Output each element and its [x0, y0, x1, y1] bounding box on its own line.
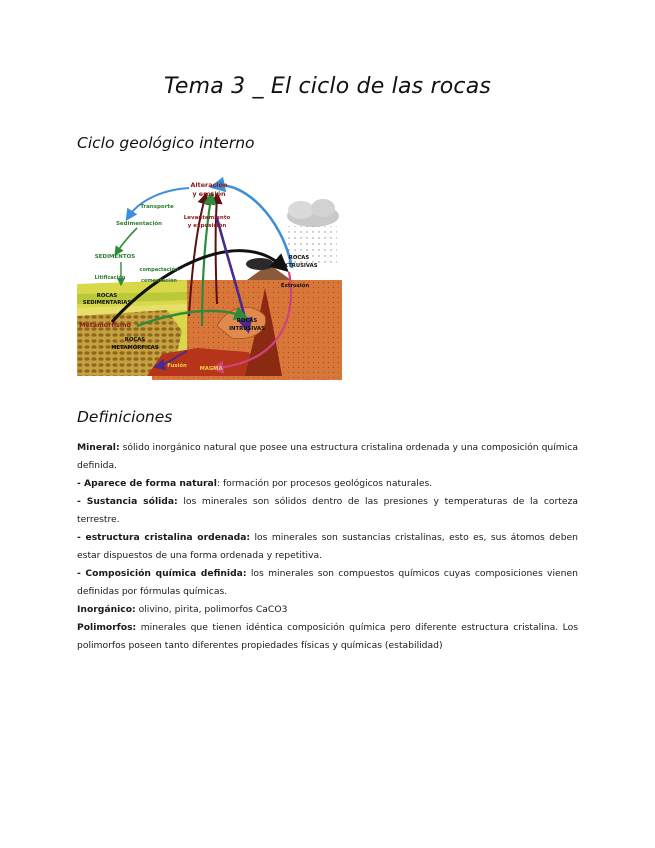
definition-paragraph: [77, 619, 578, 655]
definition-text: los minerales son compuestos químicos cuyas composiciones vienen definidas por fórmulas químicas.: [77, 568, 578, 597]
label-rocas-met-1: ROCAS: [124, 337, 146, 343]
rock-cycle-diagram: [77, 176, 343, 381]
label-sedimentacion: Sedimentación: [115, 221, 163, 227]
label-alteracion: Alteración: [190, 181, 228, 189]
definition-term: - Composición química definida:: [77, 568, 247, 579]
page-title: Tema 3 _ El ciclo de las rocas: [163, 74, 492, 99]
definition-term: - estructura cristalina ordenada:: [77, 532, 251, 543]
arrow-dark-up2: [216, 198, 218, 304]
label-y-erosion: y erosión: [192, 190, 226, 198]
smoke-cloud: [246, 258, 274, 270]
label-magma: MAGMA: [199, 366, 223, 372]
section-heading-ciclo: Ciclo geológico interno: [77, 134, 255, 152]
arrow-green-sedimentation: [117, 228, 137, 252]
label-compactacion: compactación: [139, 267, 179, 273]
label-rocas-ext-1: ROCAS: [288, 255, 310, 261]
definition-paragraph: [77, 529, 578, 565]
label-rocas-sed-2: SEDIMENTARIAS: [82, 300, 132, 306]
definition-term: Mineral:: [77, 442, 120, 453]
label-rocas-ext-2: EXTRUSIVAS: [280, 263, 318, 269]
label-rocas-int-2: INTRUSIVAS: [229, 326, 265, 332]
label-transporte: Transporte: [140, 204, 174, 210]
definition-term: Polimorfos:: [77, 622, 137, 633]
definition-paragraph: [77, 601, 578, 619]
definition-text: olivino, pirita, polimorfos CaCO3: [135, 604, 288, 615]
label-levantamiento: Levantamiento: [183, 215, 231, 221]
definition-paragraph: [77, 493, 578, 529]
label-y-exposicion: y exposición: [187, 223, 227, 229]
definition-paragraph: [77, 439, 578, 475]
definition-paragraph: [77, 475, 578, 493]
definition-text: los minerales son sustancias cristalinas, esto es, sus átomos deben estar dispuestos de una forma ordenada y repetitiva.: [77, 532, 578, 561]
definition-text: los minerales son sólidos dentro de las presiones y temperaturas de la corteza terrestre.: [77, 496, 579, 525]
definition-paragraph: [77, 565, 578, 601]
label-fusion: Fusión: [167, 363, 187, 369]
definition-term: - Sustancia sólida:: [77, 496, 178, 507]
label-cementacion: cementación: [141, 278, 177, 284]
definitions-list: [77, 439, 578, 655]
definition-term: - Aparece de forma natural: [77, 478, 217, 489]
definition-text: sólido inorgánico natural que posee una estructura cristalina ordenada y una composición química definida.: [77, 442, 578, 471]
section-heading-definiciones: Definiciones: [77, 408, 173, 426]
label-rocas-met-2: METAMÓRFICAS: [111, 345, 159, 351]
label-rocas-int-1: ROCAS: [236, 318, 258, 324]
label-rocas-sed-1: ROCAS: [96, 293, 118, 299]
definition-term: Inorgánico:: [77, 604, 136, 615]
label-extrusion: Extrusión: [280, 283, 310, 289]
label-sedimentos: SEDIMENTOS: [94, 254, 136, 260]
definition-text: minerales que tienen idéntica composición química pero diferente estructura cristalina. Los polimorfos poseen tanto diferentes propiedades físicas y químicas (estabilidad): [77, 622, 578, 651]
arrow-blue-transport: [129, 188, 189, 216]
label-litificacion: Litificación: [94, 275, 126, 281]
definition-text: : formación por procesos geológicos naturales.: [216, 478, 433, 489]
label-metamorfismo: Metamorfismo: [79, 321, 131, 329]
